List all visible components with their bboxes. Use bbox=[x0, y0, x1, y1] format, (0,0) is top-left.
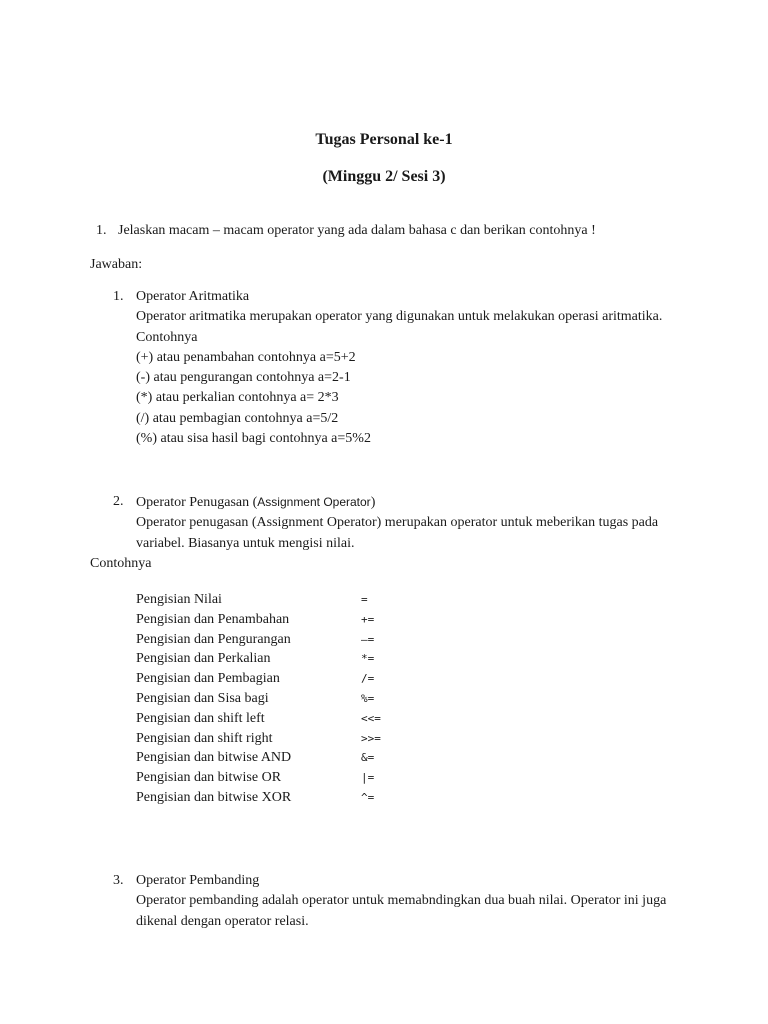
list-item: Pengisian dan bitwise XOR ^= bbox=[136, 789, 375, 805]
section2-block bbox=[136, 492, 696, 554]
section2-description: Operator penugasan (Assignment Operator) merupakan operator untuk meberikan tugas pada variabel. Biasanya untuk mengisi nilai. bbox=[136, 515, 659, 551]
section2-heading bbox=[136, 492, 696, 513]
list-item: Pengisian dan shift left <<= bbox=[136, 710, 381, 726]
section1-example: (+) atau penambahan contohnya a=5+2 bbox=[136, 349, 356, 365]
list-item: Pengisian dan bitwise AND &= bbox=[136, 750, 375, 766]
section1-example: (%) atau sisa hasil bagi contohnya a=5%2 bbox=[136, 431, 371, 447]
question-number: 1. bbox=[96, 223, 107, 238]
section3-heading: Operator Pembanding bbox=[136, 873, 260, 888]
list-item: Pengisian dan Sisa bagi %= bbox=[136, 690, 375, 706]
section2-number: 2. bbox=[113, 494, 124, 509]
section3-block bbox=[136, 871, 696, 932]
assignment-operator-list bbox=[136, 590, 436, 808]
list-item: Pengisian dan shift right >>= bbox=[136, 730, 381, 746]
section1-example: (*) atau perkalian contohnya a= 2*3 bbox=[136, 390, 339, 406]
list-item: Pengisian dan Perkalian *= bbox=[136, 651, 375, 667]
section2-heading-sans: Assignment Operator bbox=[257, 495, 371, 509]
section1-number: 1. bbox=[113, 289, 124, 304]
section3-number: 3. bbox=[113, 873, 124, 888]
list-item: Pengisian dan Pembagian /= bbox=[136, 671, 375, 687]
list-item: Pengisian dan Pengurangan –= bbox=[136, 631, 375, 647]
page-title: Tugas Personal ke-1 bbox=[315, 131, 453, 148]
section1-example-label: Contohnya bbox=[136, 329, 198, 345]
list-item: Pengisian dan bitwise OR |= bbox=[136, 770, 375, 786]
page-subtitle: (Minggu 2/ Sesi 3) bbox=[322, 168, 446, 185]
section1-heading: Operator Aritmatika bbox=[136, 289, 250, 304]
section1-example: (/) atau pembagian contohnya a=5/2 bbox=[136, 410, 339, 426]
section1-example: (-) atau pengurangan contohnya a=2-1 bbox=[136, 370, 351, 386]
question-text: Jelaskan macam – macam operator yang ada dalam bahasa c dan berikan contohnya ! bbox=[118, 223, 596, 238]
section2-heading-main: Operator Penugasan ( bbox=[136, 495, 258, 510]
section1-description: Operator aritmatika merupakan operator yang digunakan untuk melakukan operasi aritmatika. bbox=[136, 309, 663, 325]
section1-block bbox=[136, 287, 696, 449]
list-item: Pengisian Nilai = bbox=[136, 592, 368, 607]
section2-example-label: Contohnya bbox=[90, 556, 152, 571]
section2-heading-close: ) bbox=[370, 495, 376, 510]
answer-label: Jawaban: bbox=[90, 257, 143, 272]
list-item: Pengisian dan Penambahan += bbox=[136, 611, 375, 627]
section3-description: Operator pembanding adalah operator untuk memabndingkan dua buah nilai. Operator ini juga dikenal dengan operator relasi. bbox=[136, 893, 667, 929]
